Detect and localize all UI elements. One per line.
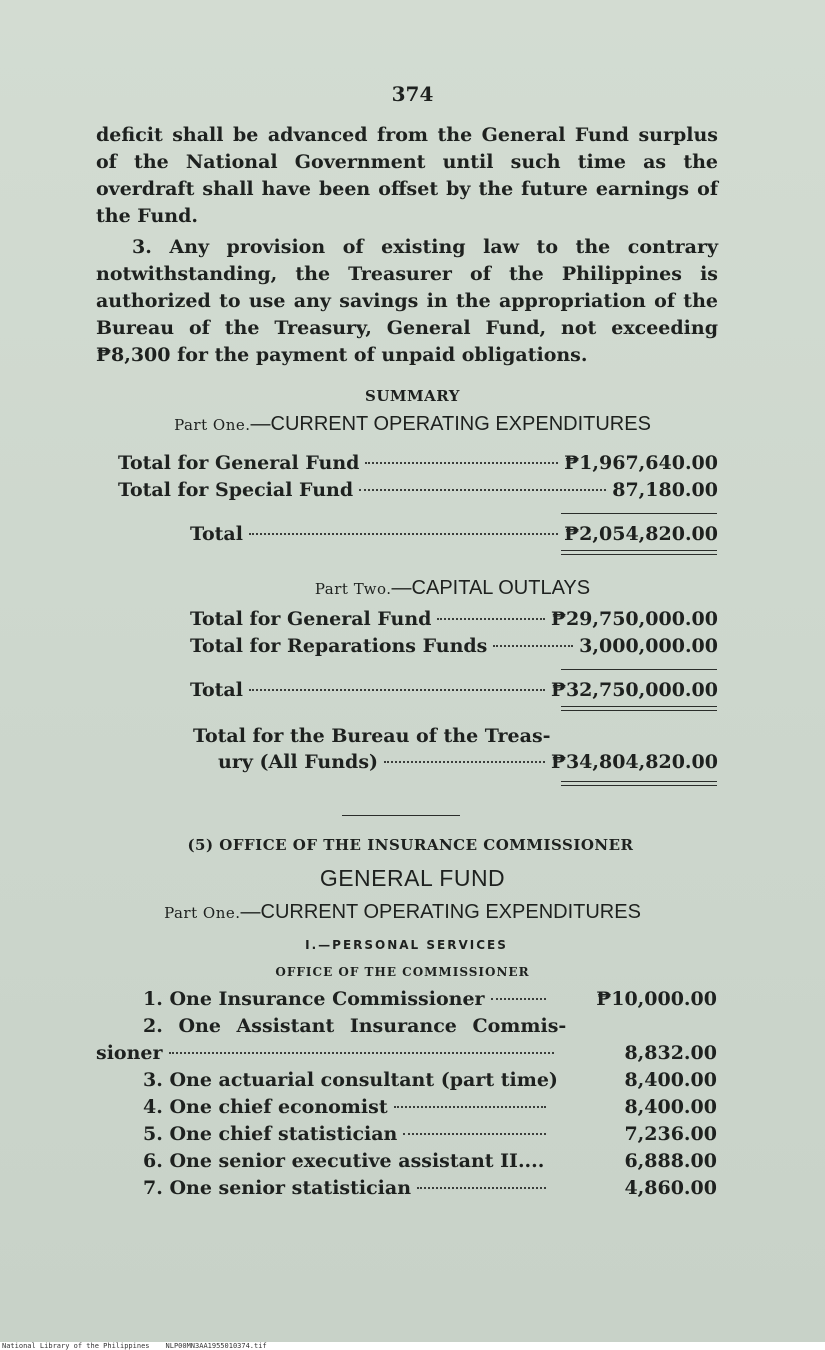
summary-row-part-one-total [190, 523, 718, 549]
row-amount: 87,180.00 [612, 479, 718, 501]
section-divider [342, 815, 460, 816]
provision-paragraph: 3. Any provision of existing law to the contrary notwithstanding, the Treasurer of the Philippines is authorized to use any savings in the appropriation of the Bureau of the Treasury, General Fund, not exceeding ₱8,300 for the payment of unpaid obligations. [96, 236, 718, 366]
row-label: Total [190, 523, 243, 545]
summary-row-part-two-total [190, 679, 718, 705]
leader-dots [437, 618, 544, 620]
item-3-row [143, 1069, 717, 1095]
row-amount: 4,860.00 [624, 1177, 717, 1199]
summary-heading: SUMMARY [365, 387, 460, 405]
insurance-part-one-heading [0, 901, 815, 924]
row-amount: ₱10,000.00 [596, 988, 717, 1010]
subtotal-rule [561, 669, 717, 670]
summary-part-two-heading [40, 577, 825, 600]
row-amount: 7,236.00 [624, 1123, 717, 1145]
row-label: 3. One actuarial consultant (part time) [143, 1069, 558, 1091]
subtotal-rule [561, 513, 717, 514]
row-amount: ₱1,967,640.00 [564, 452, 718, 474]
leader-dots [493, 645, 573, 647]
row-amount: 8,400.00 [624, 1069, 717, 1091]
bureau-total-line2 [218, 751, 718, 777]
total-double-rule [561, 781, 717, 786]
row-label: Total for the Bureau of the Treas- [193, 725, 551, 747]
item-2-row-line1 [143, 1015, 717, 1041]
summary-row-reparations-funds [190, 635, 718, 661]
row-label: 7. One senior statistician [143, 1177, 412, 1199]
bureau-total-line1 [193, 725, 713, 751]
intro-paragraph: deficit shall be advanced from the General Fund surplus of the National Government until such time as the overdraft shall have been offset by the future earnings of the Fund. [96, 124, 718, 227]
row-amount: ₱34,804,820.00 [550, 751, 718, 773]
item-5-row [143, 1123, 717, 1149]
page-number: 374 [391, 82, 434, 106]
part-one-title: —CURRENT OPERATING EXPENDITURES [250, 413, 651, 435]
row-label: Total for Reparations Funds [190, 635, 488, 657]
footer-source: National Library of the Philippines [2, 1342, 150, 1350]
summary-row-general-fund [118, 452, 718, 478]
leader-dots [249, 689, 545, 691]
leader-dots [365, 462, 558, 464]
leader-dots [417, 1187, 546, 1189]
part-two-title: —CAPITAL OUTLAYS [391, 577, 591, 599]
row-amount: 8,400.00 [624, 1096, 717, 1118]
leader-dots [394, 1106, 547, 1108]
insurance-part-title: —CURRENT OPERATING EXPENDITURES [240, 901, 641, 923]
leader-dots [403, 1133, 546, 1135]
footer-file: NLP00MN3AA1955010374.tif [165, 1342, 267, 1350]
leader-dots [384, 761, 545, 763]
summary-row-special-fund [118, 479, 718, 505]
summary-part-one-heading [0, 413, 825, 436]
row-label: 6. One senior executive assistant II.... [143, 1150, 545, 1172]
row-label: Total [190, 679, 243, 701]
summary-row-cap-general-fund [190, 608, 718, 634]
row-amount: ₱29,750,000.00 [550, 608, 718, 630]
row-label: ury (All Funds) [218, 751, 379, 773]
row-label: 4. One chief economist [143, 1096, 388, 1118]
scan-footer [0, 1342, 825, 1350]
row-label: 5. One chief statistician [143, 1123, 398, 1145]
general-fund-heading: GENERAL FUND [319, 865, 506, 891]
leader-dots [169, 1052, 555, 1054]
item-2-row-line2 [96, 1042, 717, 1068]
leader-dots [249, 533, 558, 535]
item-1-row [143, 988, 717, 1014]
row-label: 2. One Assistant Insurance Commis- [143, 1015, 567, 1037]
insurance-section-title: (5) OFFICE OF THE INSURANCE COMMISSIONER [187, 836, 634, 854]
row-amount: 6,888.00 [624, 1150, 717, 1172]
leader-dots [359, 489, 606, 491]
item-6-row [143, 1150, 717, 1176]
row-label: 1. One Insurance Commissioner [143, 988, 485, 1010]
row-amount: ₱2,054,820.00 [564, 523, 718, 545]
part-one-prefix: Part One. [174, 416, 251, 434]
row-label: sioner [96, 1042, 163, 1064]
part-two-prefix: Part Two. [314, 580, 392, 598]
insurance-part-prefix: Part One. [164, 904, 241, 922]
item-7-row [143, 1177, 717, 1203]
row-amount: 8,832.00 [624, 1042, 717, 1064]
item-4-row [143, 1096, 717, 1122]
row-label: Total for General Fund [118, 452, 360, 474]
row-label: Total for Special Fund [118, 479, 354, 501]
total-double-rule [561, 706, 717, 711]
row-label: Total for General Fund [190, 608, 432, 630]
row-amount: ₱32,750,000.00 [550, 679, 718, 701]
leader-dots [491, 998, 547, 1000]
personal-services-heading: I.—PERSONAL SERVICES [305, 938, 508, 952]
row-amount: 3,000,000.00 [579, 635, 718, 657]
office-commissioner-heading: OFFICE OF THE COMMISSIONER [275, 965, 530, 979]
total-double-rule [561, 550, 717, 555]
